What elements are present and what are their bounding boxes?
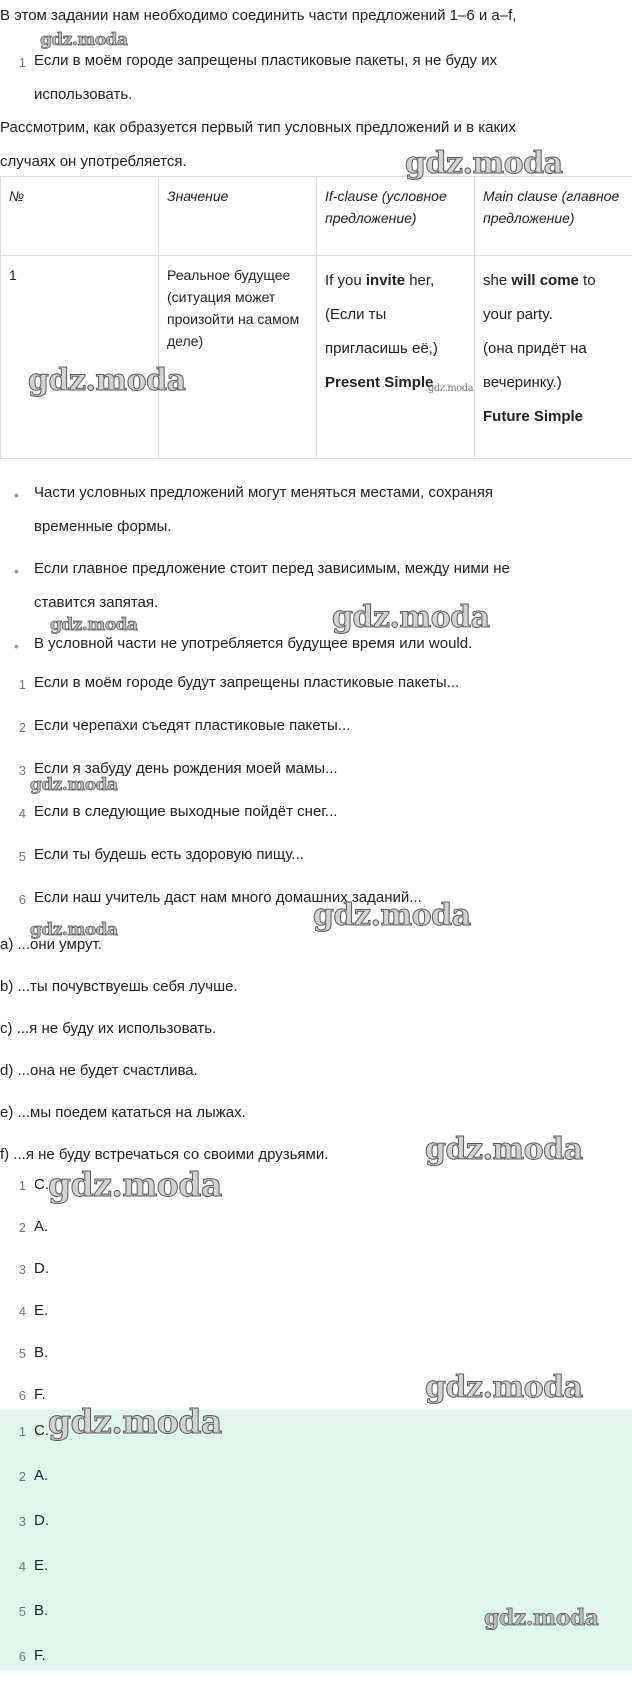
if-tense: Present Simple — [325, 374, 434, 391]
main-example-post: to your party. — [483, 272, 596, 323]
answer-value: D. — [34, 1512, 49, 1529]
ending-a: a) ...они умрут. — [0, 936, 102, 953]
watermark: gdz.moda — [40, 30, 128, 50]
answer-number: 4 — [18, 1304, 26, 1319]
answer-number: 2 — [18, 1220, 26, 1235]
answer-number: 6 — [18, 1388, 26, 1403]
rule-1-line-1: Части условных предложений могут меняться местами, сохраняя — [34, 484, 493, 501]
list-text: Если я забуду день рождения моей мамы... — [34, 760, 338, 777]
if-example-pre: If you — [325, 272, 366, 289]
rule-2-line-2: ставится запятая. — [34, 594, 159, 611]
answer-value: D. — [34, 1260, 49, 1277]
watermark: gdz.moda — [484, 1605, 599, 1631]
ending-e: e) ...мы поедем кататься на лыжах. — [0, 1104, 246, 1121]
cell-if-clause — [317, 256, 475, 459]
watermark: gdz.moda — [405, 146, 563, 181]
main-tense: Future Simple — [483, 408, 584, 425]
answer-value: A. — [34, 1467, 49, 1484]
main-example-pre: she — [483, 272, 512, 289]
answer-number: 1 — [18, 1178, 26, 1193]
list-text: Если в следующие выходные пойдёт снег... — [34, 803, 338, 820]
watermark: gdz.moda — [425, 1132, 583, 1167]
answer-value: B. — [34, 1344, 49, 1361]
table-header-row — [1, 177, 632, 256]
list-number: 3 — [18, 763, 26, 778]
answer-value: E. — [34, 1302, 49, 1319]
watermark: gdz.moda — [28, 363, 186, 398]
answer-value: B. — [34, 1602, 49, 1619]
watermark: gdz.moda — [313, 898, 471, 933]
watermark: gdz.moda — [332, 600, 490, 635]
answer-value: F. — [34, 1647, 46, 1664]
cell-meaning: Реальное будущее (ситуация может произойти на самом деле) — [159, 256, 317, 459]
explanation-line-1: Рассмотрим, как образуется первый тип условных предложений и в каких — [0, 119, 516, 136]
if-example — [325, 264, 466, 298]
answer-value: C. — [34, 1176, 49, 1193]
answer-value: A. — [34, 1218, 49, 1235]
list-text: Если ты будешь есть здоровую пищу... — [34, 846, 304, 863]
answer-number: 5 — [18, 1346, 26, 1361]
answer-number: 4 — [18, 1559, 26, 1574]
bullet-icon: • — [14, 638, 19, 654]
list-text: Если в моём городе будут запрещены пластиковые пакеты... — [34, 674, 460, 691]
main-example-verb: will come — [511, 272, 579, 289]
if-example-post: her, — [405, 272, 435, 289]
example-number: 1 — [18, 55, 26, 70]
intro-text: В этом задании нам необходимо соединить части предложений 1–6 и a–f, — [0, 7, 517, 24]
ending-f: f) ...я не буду встречаться со своими друзьями. — [0, 1146, 329, 1163]
cell-number: 1 — [1, 256, 159, 459]
list-number: 4 — [18, 806, 26, 821]
header-meaning: Значение — [159, 177, 317, 256]
example-line-2: использовать. — [34, 86, 133, 103]
list-number: 1 — [18, 677, 26, 692]
rule-3-line-1: В условной части не употребляется будущее время или would. — [34, 635, 473, 652]
answer-value: C. — [34, 1422, 49, 1439]
list-text: Если наш учитель даст нам много домашних заданий... — [34, 889, 422, 906]
conditional-table — [0, 176, 632, 459]
watermark: gdz.moda — [48, 1402, 222, 1441]
watermark: gdz.moda — [48, 1165, 222, 1204]
watermark: gdz.moda — [50, 615, 138, 635]
answer-number: 2 — [18, 1469, 26, 1484]
bullet-icon: • — [14, 563, 19, 579]
list-number: 5 — [18, 849, 26, 864]
main-translation: (она придёт на вечеринку.) — [483, 340, 587, 391]
watermark: gdz.moda — [30, 920, 118, 940]
answer-value: E. — [34, 1557, 49, 1574]
bullet-icon: • — [14, 487, 19, 503]
ending-b: b) ...ты почувствуешь себя лучше. — [0, 978, 238, 995]
ending-d: d) ...она не будет счастлива. — [0, 1062, 198, 1079]
watermark: gdz.moda — [425, 1370, 583, 1405]
answer-number: 3 — [18, 1514, 26, 1529]
example-line-1: Если в моём городе запрещены пластиковые пакеты, я не буду их — [34, 52, 498, 69]
list-number: 6 — [18, 892, 26, 907]
answer-number: 3 — [18, 1262, 26, 1277]
rule-2-line-1: Если главное предложение стоит перед зависимым, между ними не — [34, 560, 510, 577]
if-example-verb: invite — [365, 272, 406, 289]
list-text: Если черепахи съедят пластиковые пакеты... — [34, 717, 351, 734]
watermark: gdz.moda — [428, 383, 474, 394]
header-main-clause: Main clause (главное предложение) — [475, 177, 632, 256]
main-example — [483, 264, 624, 332]
explanation-line-2: случаях он употребляется. — [0, 153, 187, 170]
answer-number: 5 — [18, 1604, 26, 1619]
answer-number: 1 — [18, 1424, 26, 1439]
watermark: gdz.moda — [30, 775, 118, 795]
ending-c: c) ...я не буду их использовать. — [0, 1020, 217, 1037]
if-translation: (Если ты пригласишь её,) — [325, 306, 438, 357]
answer-highlight-box — [0, 1410, 632, 1670]
cell-main-clause — [475, 256, 632, 459]
table-row — [1, 256, 632, 459]
header-if-clause: If-clause (условное предложение) — [317, 177, 475, 256]
answer-number: 6 — [18, 1649, 26, 1664]
header-number: № — [1, 177, 159, 256]
rule-1-line-2: временные формы. — [34, 518, 172, 535]
answer-value: F. — [34, 1386, 46, 1403]
list-number: 2 — [18, 720, 26, 735]
